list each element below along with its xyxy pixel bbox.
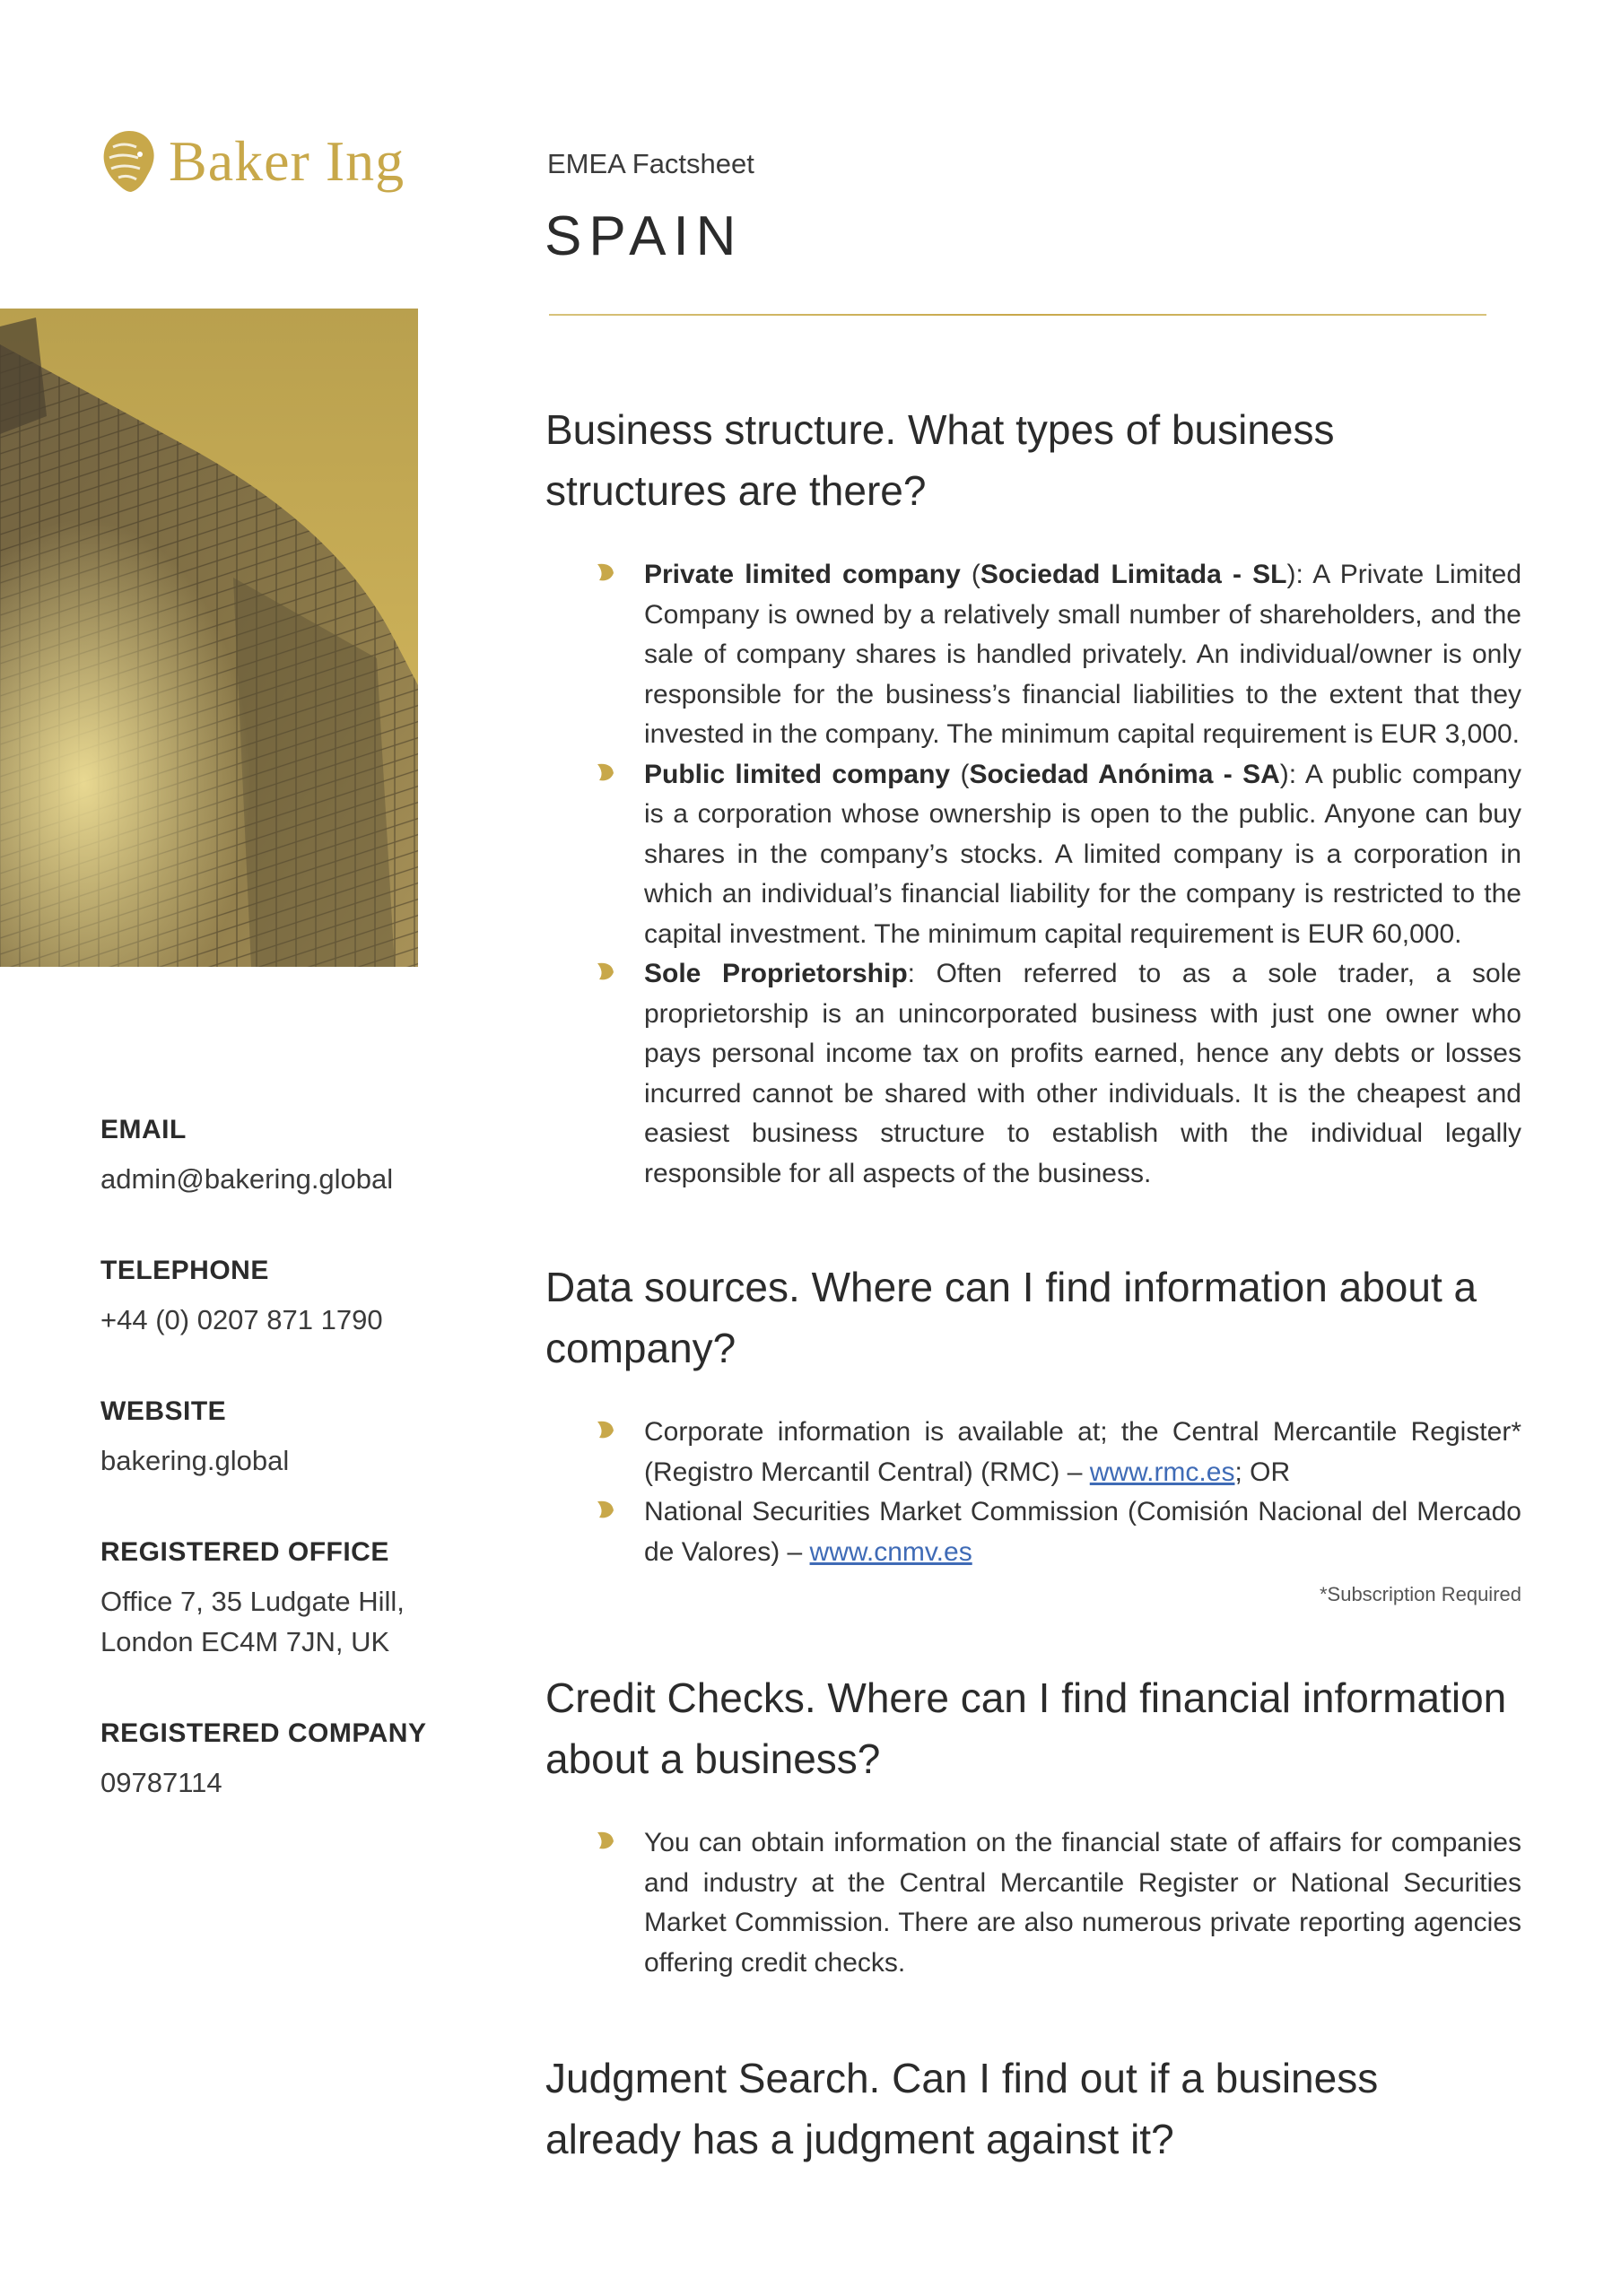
contact-sidebar	[100, 1112, 477, 1857]
list-item	[644, 1492, 1521, 1572]
email-block	[100, 1112, 477, 1199]
telephone-label: TELEPHONE	[100, 1256, 269, 1285]
rmc-link[interactable]: www.rmc.es	[1089, 1457, 1235, 1487]
bullet-icon	[594, 1418, 617, 1441]
company-block	[100, 1716, 477, 1803]
list-item	[644, 1823, 1521, 1983]
office-label: REGISTERED OFFICE	[100, 1537, 389, 1567]
credit-checks-section	[545, 1667, 1521, 1983]
page-title: SPAIN	[545, 205, 744, 267]
business-types-list	[545, 555, 1521, 1194]
company-value: 09787114	[100, 1767, 222, 1798]
item-text: You can obtain information on the financial state of affairs for companies and industry at the Central Mercantile Register or National Securities Market Commission. There are also numerous private reporting agencies offering credit checks.	[644, 1828, 1521, 1978]
website-label: WEBSITE	[100, 1396, 227, 1426]
lion-head-icon	[97, 127, 161, 196]
website-block	[100, 1394, 477, 1481]
item-text: ): A public company is a corporation whose ownership is open to the public. Anyone can buy shares in the company’s stocks. A limited company is a corporation in which an individual’s financial liability for the company is restricted to the capital investment. The minimum capital requirement is EUR 60,000.	[644, 759, 1521, 949]
item-term-local: Sociedad Limitada - SL	[980, 560, 1287, 589]
factsheet-label: EMEA Factsheet	[547, 148, 754, 179]
section-heading: Judgment Search. Can I find out if a business already has a judgment against it?	[545, 2055, 1379, 2162]
section-heading: Data sources. Where can I find information about a company?	[545, 1264, 1477, 1371]
website-value[interactable]: bakering.global	[100, 1445, 290, 1476]
item-text: : Often referred to as a sole trader, a sole proprietorship is an unincorporated business with just one owner who pays personal income tax on profits earned, hence any debts or losses incurred cannot be shared with other individuals. It is the cheapest and easiest business structure to establish with the individual legally responsible for all aspects of the business.	[644, 959, 1521, 1188]
section-heading: Credit Checks. Where can I find financial information about a business?	[545, 1674, 1507, 1782]
section-heading: Business structure. What types of business structures are there?	[545, 406, 1335, 514]
bullet-icon	[594, 1498, 617, 1521]
item-text: Corporate information is available at; the Central Mercantile Register* (Registro Mercantil Central) (RMC) –	[644, 1417, 1521, 1487]
item-term-local: Sociedad Anónima - SA	[969, 759, 1280, 789]
building-photo	[0, 309, 418, 967]
data-sources-section	[545, 1257, 1521, 1606]
judgment-search-section	[545, 2048, 1521, 2170]
building-illustration	[0, 309, 418, 967]
cnmv-link[interactable]: www.cnmv.es	[809, 1536, 972, 1567]
list-item	[644, 755, 1521, 955]
item-sep: (	[950, 759, 970, 789]
item-term: Private limited company	[644, 560, 961, 589]
list-item	[644, 555, 1521, 755]
subscription-footnote: *Subscription Required	[1319, 1583, 1521, 1605]
email-value[interactable]: admin@bakering.global	[100, 1163, 394, 1195]
bullet-icon	[594, 960, 617, 983]
item-sep: (	[960, 560, 980, 589]
bullet-icon	[594, 1829, 617, 1852]
list-item	[644, 1413, 1521, 1492]
telephone-value[interactable]: +44 (0) 0207 871 1790	[100, 1304, 383, 1335]
office-block	[100, 1535, 477, 1662]
data-sources-list	[545, 1413, 1521, 1572]
office-value: Office 7, 35 Ludgate Hill, London EC4M 7JN, UK	[100, 1586, 405, 1657]
item-term: Public limited company	[644, 759, 951, 789]
company-label: REGISTERED COMPANY	[100, 1718, 427, 1748]
business-structure-section	[545, 399, 1521, 1194]
item-text-after: ; OR	[1234, 1457, 1291, 1487]
bullet-icon	[594, 561, 617, 584]
main-content	[545, 399, 1521, 2170]
list-item	[644, 954, 1521, 1194]
item-text: ): A Private Limited Company is owned by a relatively small number of shareholders, and the sale of company shares is handled privately. An individual/owner is only responsible for the business’s financial liabilities to the extent that they invested in the company. The minimum capital requirement is EUR 3,000.	[644, 560, 1522, 749]
header-divider	[549, 314, 1486, 316]
item-text: National Securities Market Commission (Comisión Nacional del Mercado de Valores) –	[644, 1497, 1521, 1567]
credit-checks-list	[545, 1823, 1521, 1983]
email-label: EMAIL	[100, 1115, 187, 1144]
item-term: Sole Proprietorship	[644, 959, 908, 988]
bullet-icon	[594, 761, 617, 784]
telephone-block	[100, 1253, 477, 1340]
brand-logo	[97, 126, 420, 197]
brand-name: Baker Ing	[169, 129, 405, 193]
